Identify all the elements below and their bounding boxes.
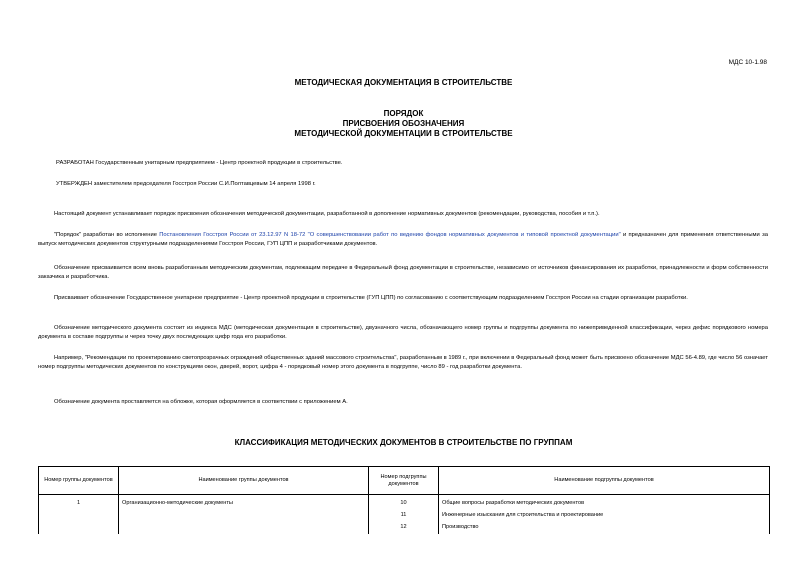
document-title (0, 109, 807, 139)
document-code: МДС 10-1.98 (728, 59, 767, 66)
title-line: МЕТОДИЧЕСКОЙ ДОКУМЕНТАЦИИ В СТРОИТЕЛЬСТВЕ (294, 129, 513, 138)
column-header: Номер подгруппы документов (369, 467, 439, 495)
body-paragraph: Присваивает обозначение Государственное унитарное предприятие - Центр проектной продукции в строительстве (ГУП ЦПП) по согласованию с соответствующим подразделением Госстроя России на стадии организации разработки. (54, 295, 688, 301)
classification-table (38, 466, 770, 534)
body-paragraph: Обозначение присваивается всем вновь разработанным методическим документам, подлежащим передаче в Федеральный фонд документации в строительстве, независимо от источников финансирования их разработки, принадлежности и форм собственности заказчика и разработчика. (38, 265, 768, 280)
table-cell (39, 522, 119, 534)
table-row (39, 510, 770, 522)
table-cell: Производство (439, 522, 770, 534)
table-cell: 12 (369, 522, 439, 534)
body-paragraph: Например, "Рекомендации по проектированию светопрозрачных ограждений общественных зданий массового строительства", разработанным в 1989 г., при включении в Федеральный фонд может быть присвоено обозначение МДС 56-4.89, где число 56 означает номер подгруппы методических документов по конструкциям окон, дверей, ворот, цифра 4 - порядковый номер этого документа в подгруппе, число 89 - год разработки документа. (38, 355, 768, 370)
developed-by: РАЗРАБОТАН Государственным унитарным предприятием - Центр проектной продукции в строительстве. (56, 160, 343, 166)
table-cell (39, 510, 119, 522)
body-paragraph: Обозначение методического документа состоит из индекса МДС (методическая документация в строительстве), двузначного числа, обозначающего номер группы и подгруппы документа по нижеприведенной классификации, через дефис порядкового номера документа в составе подгруппы и через точку двух последующих цифр года его разработки. (38, 325, 768, 340)
table-row (39, 522, 770, 534)
resolution-link[interactable]: Постановления Госстроя России от 23.12.97 N 18-72 "О совершенствовании работ по ведению фондов нормативных документов и типовой проектной документации" (159, 232, 621, 238)
column-header: Наименование подгруппы документов (439, 467, 770, 495)
section-title: КЛАССИФИКАЦИЯ МЕТОДИЧЕСКИХ ДОКУМЕНТОВ В СТРОИТЕЛЬСТВЕ ПО ГРУППАМ (234, 438, 573, 447)
table-cell (119, 522, 369, 534)
body-paragraph: Обозначение документа проставляется на обложке, которая оформляется в соответствии с приложением А. (54, 399, 348, 405)
column-header: Номер группы документов (39, 467, 119, 495)
table-cell (119, 510, 369, 522)
approved-by: УТВЕРЖДЕН заместителем председателя Госстроя России С.И.Полтавцевым 14 апреля 1998 г. (56, 181, 316, 187)
order-text-before: "Порядок" разработан во исполнение (54, 232, 160, 238)
title-line: ПРИСВОЕНИЯ ОБОЗНАЧЕНИЯ (342, 119, 465, 128)
order-text-after: и предназначен для применения ответственными за выпуск методических документов структурными подразделениями Госстроя России, ГУП ЦПП и разработчиками документов. (38, 232, 768, 247)
table-cell: Инженерные изыскания для строительства и проектирование (439, 510, 770, 522)
table-cell: 10 (369, 495, 439, 511)
table-cell: 11 (369, 510, 439, 522)
table-row (39, 495, 770, 511)
table-cell: Организационно-методические документы (119, 495, 369, 511)
table-header-row (39, 467, 770, 495)
table-cell: 1 (39, 495, 119, 511)
column-header: Наименование группы документов (119, 467, 369, 495)
series-title: МЕТОДИЧЕСКАЯ ДОКУМЕНТАЦИЯ В СТРОИТЕЛЬСТВЕ (294, 78, 513, 87)
order-paragraph (38, 231, 768, 249)
table-cell: Общие вопросы разработки методических документов (439, 495, 770, 511)
intro-paragraph: Настоящий документ устанавливает порядок присвоения обозначения методической документации, разработанной в дополнение нормативных документов (рекомендации, руководства, пособия и т.п.). (54, 211, 600, 217)
title-line: ПОРЯДОК (383, 109, 424, 118)
